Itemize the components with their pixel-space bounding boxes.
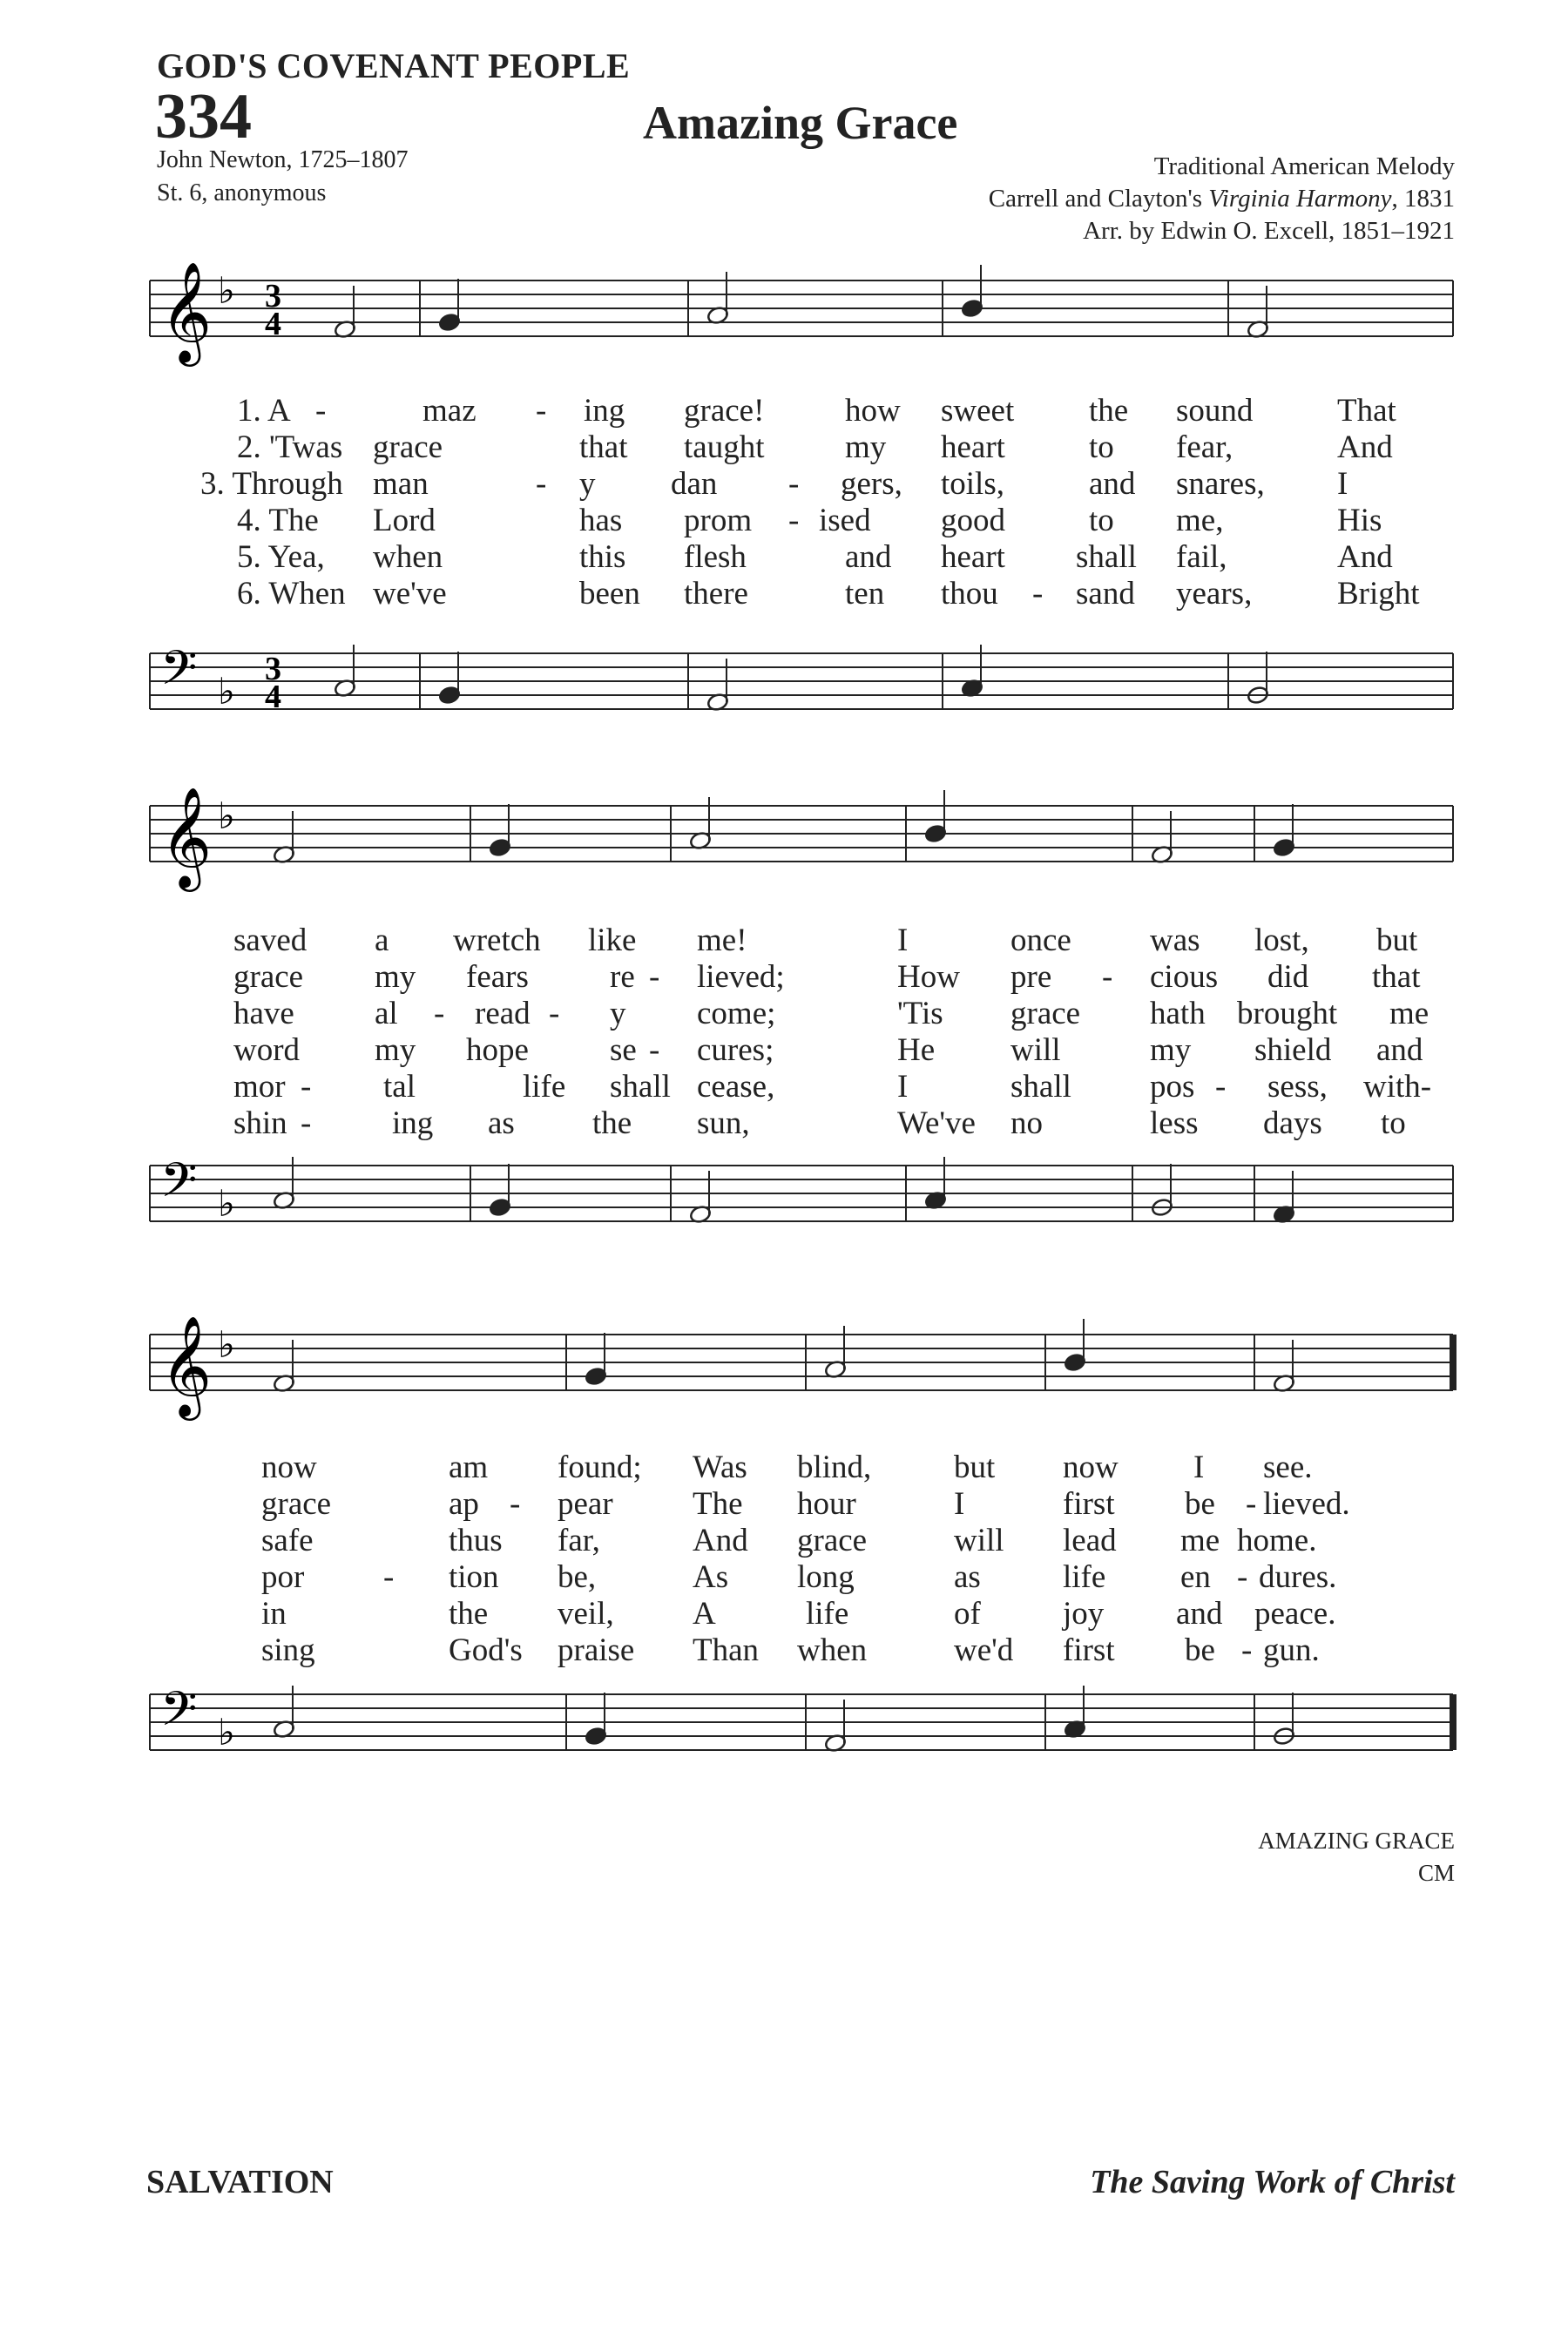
lyric-syllable: been <box>579 576 640 612</box>
lyric-syllable: hath <box>1150 996 1206 1031</box>
music-credits <box>989 151 1455 247</box>
lyric-syllable: He <box>897 1032 936 1068</box>
lyric-syllable: grace <box>233 959 304 995</box>
lyric-syllable: dures. <box>1259 1559 1337 1595</box>
lyric-syllable: sing <box>261 1632 315 1668</box>
music-source-year: , 1831 <box>1391 185 1455 213</box>
lyric-syllable: my <box>375 1032 416 1068</box>
lyric-syllable: the <box>449 1596 489 1632</box>
lyric-syllable: - <box>1246 1486 1257 1522</box>
lyric-syllable: word <box>233 1032 301 1068</box>
bass-staff <box>0 1668 1568 1790</box>
music-melody: Traditional American Melody <box>1153 152 1455 180</box>
lyric-syllable: will <box>954 1523 1004 1558</box>
bass-staff <box>0 627 1568 749</box>
lyric-syllable: life <box>523 1069 566 1105</box>
lyric-syllable: a <box>375 923 389 958</box>
lyric-syllable: this <box>579 539 626 575</box>
lyric-syllable: y <box>610 996 626 1031</box>
treble-staff <box>0 780 1568 902</box>
lyric-syllable: read <box>475 996 531 1031</box>
lyric-syllable: - <box>649 959 660 995</box>
lyric-syllable: A <box>693 1596 716 1632</box>
lyric-syllable: I <box>897 923 909 958</box>
lyric-syllable: shall <box>1010 1069 1071 1105</box>
treble-clef-icon: 𝄞 <box>160 260 213 362</box>
bass-clef-icon: 𝄢 <box>160 1152 198 1220</box>
lyric-syllable: Than <box>693 1632 760 1668</box>
lyric-syllable: 1. A <box>237 393 291 429</box>
lyric-syllable: As <box>693 1559 729 1595</box>
lyric-syllable: hour <box>797 1486 856 1522</box>
lyric-syllable: me <box>1389 996 1429 1031</box>
hymn-number: 334 <box>155 81 252 152</box>
lyric-syllable: grace <box>373 429 443 465</box>
lyric-syllable: we'd <box>954 1632 1014 1668</box>
section-title: GOD'S COVENANT PEOPLE <box>157 46 631 85</box>
lyric-syllable: shield <box>1254 1032 1332 1068</box>
lyric-syllable: good <box>941 503 1005 538</box>
lyric-syllable: life <box>806 1596 849 1632</box>
lyric-syllable: that <box>579 429 628 465</box>
lyric-syllable: first <box>1063 1486 1115 1522</box>
lyric-syllable: joy <box>1063 1596 1105 1632</box>
lyric-syllable: se <box>610 1032 637 1068</box>
lyric-syllable: be, <box>558 1559 597 1595</box>
treble-staff <box>0 1308 1568 1430</box>
lyric-syllable: cious <box>1150 959 1219 995</box>
lyric-syllable: long <box>797 1559 855 1595</box>
lyric-syllable: taught <box>684 429 765 465</box>
lyric-syllable: And <box>693 1523 748 1558</box>
lyric-syllable: por <box>261 1559 305 1595</box>
lyric-syllable: grace! <box>684 393 765 429</box>
lyric-syllable: see. <box>1263 1450 1313 1485</box>
lyric-syllable: 'Tis <box>897 996 943 1031</box>
lyric-syllable: heart <box>941 539 1005 575</box>
lyric-syllable: - <box>1241 1632 1253 1668</box>
lyric-syllable: to <box>1381 1105 1406 1141</box>
lyric-syllable: was <box>1150 923 1200 958</box>
lyric-syllable: home. <box>1237 1523 1317 1558</box>
lyric-syllable: al <box>375 996 398 1031</box>
lyric-syllable: in <box>261 1596 287 1632</box>
lyric-syllable: shin <box>233 1105 287 1141</box>
lyric-syllable: - <box>301 1069 312 1105</box>
lyric-syllable: His <box>1337 503 1382 538</box>
lyric-syllable: but <box>954 1450 996 1485</box>
lyric-syllable: wretch <box>453 923 541 958</box>
lyric-syllable: has <box>579 503 623 538</box>
lyric-syllable: ing <box>584 393 625 429</box>
lyric-syllable: prom <box>684 503 753 538</box>
lyric-syllable: heart <box>941 429 1005 465</box>
tune-meter: CM <box>1417 1860 1455 1886</box>
treble-clef-icon: 𝄞 <box>160 1315 213 1416</box>
lyric-syllable: to <box>1089 429 1114 465</box>
lyric-syllable: pear <box>558 1486 613 1522</box>
lyric-syllable: that <box>1372 959 1421 995</box>
lyric-syllable: the <box>1089 393 1129 429</box>
lyric-syllable: as <box>954 1559 981 1595</box>
lyric-syllable: my <box>375 959 416 995</box>
lyric-syllable: - <box>1237 1559 1248 1595</box>
lyric-syllable: ten <box>845 576 885 612</box>
lyric-syllable: me <box>1180 1523 1220 1558</box>
lyric-syllable: en <box>1180 1559 1211 1595</box>
lyric-syllable: cures; <box>697 1032 774 1068</box>
lyric-syllable: gers, <box>841 466 902 502</box>
lyric-syllable: - <box>649 1032 660 1068</box>
lyric-syllable: but <box>1376 923 1418 958</box>
music-source <box>989 183 1455 215</box>
lyric-syllable: And <box>1337 539 1393 575</box>
lyric-syllable: when <box>797 1632 868 1668</box>
lyric-syllable: - <box>1215 1069 1227 1105</box>
lyric-syllable: Was <box>693 1450 747 1485</box>
lyric-syllable: saved <box>233 923 308 958</box>
lyric-syllable: gun. <box>1263 1632 1320 1668</box>
lyric-syllable: - <box>788 503 800 538</box>
lyric-syllable: shall <box>610 1069 671 1105</box>
lyric-syllable: maz <box>422 393 476 429</box>
lyric-syllable: my <box>845 429 887 465</box>
treble-clef-icon: 𝄞 <box>160 786 213 888</box>
lyric-syllable: - <box>536 393 547 429</box>
lyric-syllable: now <box>261 1450 317 1485</box>
lyric-syllable: - <box>315 393 327 429</box>
lyric-syllable: sess, <box>1267 1069 1328 1105</box>
lyric-syllable: lead <box>1063 1523 1117 1558</box>
flat-icon: ♭ <box>218 269 235 312</box>
lyric-syllable: sun, <box>697 1105 750 1141</box>
lyric-syllable: brought <box>1237 996 1338 1031</box>
lyric-syllable: of <box>954 1596 981 1632</box>
flat-icon: ♭ <box>218 1182 235 1225</box>
tune-name: AMAZING GRACE <box>1258 1828 1455 1854</box>
lyric-syllable: and <box>845 539 892 575</box>
lyric-syllable: y <box>579 466 596 502</box>
text-author: John Newton, 1725–1807 <box>157 146 409 173</box>
lyric-syllable: veil, <box>558 1596 614 1632</box>
lyric-syllable: life <box>1063 1559 1106 1595</box>
bass-clef-icon: 𝄢 <box>160 1681 198 1748</box>
lyric-syllable: - <box>549 996 560 1031</box>
lyric-syllable: - <box>1102 959 1113 995</box>
lyric-syllable: tion <box>449 1559 499 1595</box>
lyric-syllable: me! <box>697 923 747 958</box>
time-signature-top: 3 <box>265 278 281 314</box>
lyric-syllable: - <box>434 996 445 1031</box>
bass-staff <box>0 1139 1568 1261</box>
lyric-syllable: cease, <box>697 1069 775 1105</box>
lyric-syllable: ap <box>449 1486 479 1522</box>
footer-category: SALVATION <box>146 2164 334 2200</box>
lyric-syllable: We've <box>897 1105 976 1141</box>
lyric-syllable: re <box>610 959 635 995</box>
text-stanza-credit: St. 6, anonymous <box>157 179 327 206</box>
time-signature-bottom: 4 <box>265 679 281 715</box>
lyric-syllable: And <box>1337 429 1393 465</box>
footer-subcategory: The Saving Work of Christ <box>1090 2164 1455 2200</box>
lyric-syllable: grace <box>261 1486 332 1522</box>
lyric-syllable: Lord <box>373 503 436 538</box>
lyric-syllable: - <box>383 1559 395 1595</box>
lyric-syllable: be <box>1185 1486 1215 1522</box>
lyric-syllable: like <box>588 923 637 958</box>
lyric-syllable: first <box>1063 1632 1115 1668</box>
lyric-syllable: my <box>1150 1032 1192 1068</box>
flat-icon: ♭ <box>218 670 235 713</box>
lyric-syllable: - <box>1032 576 1044 612</box>
lyric-syllable: come; <box>697 996 776 1031</box>
tune-info <box>1258 1825 1455 1889</box>
lyric-syllable: I <box>897 1069 909 1105</box>
lyric-syllable: I <box>1337 466 1348 502</box>
lyric-syllable: how <box>845 393 901 429</box>
flat-icon: ♭ <box>218 1323 235 1366</box>
lyric-syllable: lieved; <box>697 959 785 995</box>
treble-staff <box>0 254 1568 376</box>
lyric-syllable: less <box>1150 1105 1199 1141</box>
bass-clef-icon: 𝄢 <box>160 640 198 707</box>
lyric-syllable: dan <box>671 466 718 502</box>
lyric-syllable: and <box>1376 1032 1423 1068</box>
lyric-syllable: I <box>1193 1450 1205 1485</box>
lyric-syllable: thou <box>941 576 998 612</box>
music-source-title: Virginia Harmony <box>1208 185 1392 213</box>
lyric-syllable: How <box>897 959 960 995</box>
lyric-syllable: man <box>373 466 429 502</box>
lyric-syllable: ised <box>819 503 871 538</box>
lyric-syllable: God's <box>449 1632 523 1668</box>
lyric-syllable: as <box>488 1105 515 1141</box>
lyric-syllable: - <box>536 466 547 502</box>
lyric-syllable: shall <box>1076 539 1137 575</box>
lyric-syllable: lost, <box>1254 923 1309 958</box>
lyric-syllable: days <box>1263 1105 1322 1141</box>
lyric-syllable: safe <box>261 1523 314 1558</box>
flat-icon: ♭ <box>218 1711 235 1754</box>
lyric-syllable: mor <box>233 1069 286 1105</box>
lyric-syllable: me, <box>1176 503 1224 538</box>
time-signature-top: 3 <box>265 651 281 687</box>
lyric-syllable: peace. <box>1254 1596 1336 1632</box>
lyric-syllable: praise <box>558 1632 635 1668</box>
lyric-syllable: 5. Yea, <box>237 539 325 575</box>
lyric-syllable: lieved. <box>1263 1486 1350 1522</box>
lyric-syllable: 6. When <box>237 576 346 612</box>
lyric-syllable: the <box>592 1105 632 1141</box>
lyric-syllable: thus <box>449 1523 503 1558</box>
lyric-syllable: there <box>684 576 748 612</box>
lyric-syllable: when <box>373 539 443 575</box>
time-signature-bottom: 4 <box>265 306 281 342</box>
lyric-syllable: be <box>1185 1632 1215 1668</box>
lyric-syllable: fears <box>466 959 529 995</box>
hymn-title: Amazing Grace <box>643 97 958 149</box>
lyric-syllable: will <box>1010 1032 1061 1068</box>
lyric-syllable: tal <box>383 1069 416 1105</box>
lyric-syllable: pre <box>1010 959 1052 995</box>
lyric-syllable: flesh <box>684 539 747 575</box>
lyric-syllable: I <box>954 1486 965 1522</box>
lyric-syllable: grace <box>797 1523 868 1558</box>
lyric-syllable: fear, <box>1176 429 1233 465</box>
lyric-syllable: - <box>301 1105 312 1141</box>
lyric-syllable: found; <box>558 1450 642 1485</box>
lyric-syllable: - <box>788 466 800 502</box>
lyric-syllable: 3. Through <box>200 466 343 502</box>
music-arranger: Arr. by Edwin O. Excell, 1851–1921 <box>1083 217 1455 245</box>
lyric-syllable: The <box>693 1486 743 1522</box>
lyric-syllable: blind, <box>797 1450 872 1485</box>
lyric-syllable: sound <box>1176 393 1254 429</box>
lyric-syllable: fail, <box>1176 539 1227 575</box>
lyric-syllable: and <box>1089 466 1136 502</box>
lyric-syllable: with- <box>1363 1069 1432 1105</box>
lyric-syllable: grace <box>1010 996 1081 1031</box>
lyric-syllable: pos <box>1150 1069 1195 1105</box>
lyric-syllable: hope <box>466 1032 529 1068</box>
lyric-syllable: - <box>510 1486 521 1522</box>
lyric-syllable: we've <box>373 576 447 612</box>
lyric-syllable: That <box>1337 393 1396 429</box>
lyric-syllable: am <box>449 1450 489 1485</box>
lyric-syllable: 4. The <box>237 503 319 538</box>
flat-icon: ♭ <box>218 794 235 837</box>
lyric-syllable: sand <box>1076 576 1135 612</box>
lyric-syllable: toils, <box>941 466 1004 502</box>
lyric-syllable: sweet <box>941 393 1015 429</box>
lyric-syllable: and <box>1176 1596 1223 1632</box>
lyric-syllable: snares, <box>1176 466 1265 502</box>
lyric-syllable: did <box>1267 959 1309 995</box>
lyric-syllable: years, <box>1176 576 1253 612</box>
lyric-syllable: to <box>1089 503 1114 538</box>
lyric-syllable: no <box>1010 1105 1043 1141</box>
lyric-syllable: have <box>233 996 294 1031</box>
music-source-prefix: Carrell and Clayton's <box>988 185 1209 213</box>
lyric-syllable: far, <box>558 1523 600 1558</box>
lyric-syllable: 2. 'Twas <box>237 429 343 465</box>
lyric-syllable: Bright <box>1337 576 1420 612</box>
lyric-syllable: now <box>1063 1450 1119 1485</box>
lyric-syllable: ing <box>392 1105 434 1141</box>
lyric-syllable: once <box>1010 923 1071 958</box>
